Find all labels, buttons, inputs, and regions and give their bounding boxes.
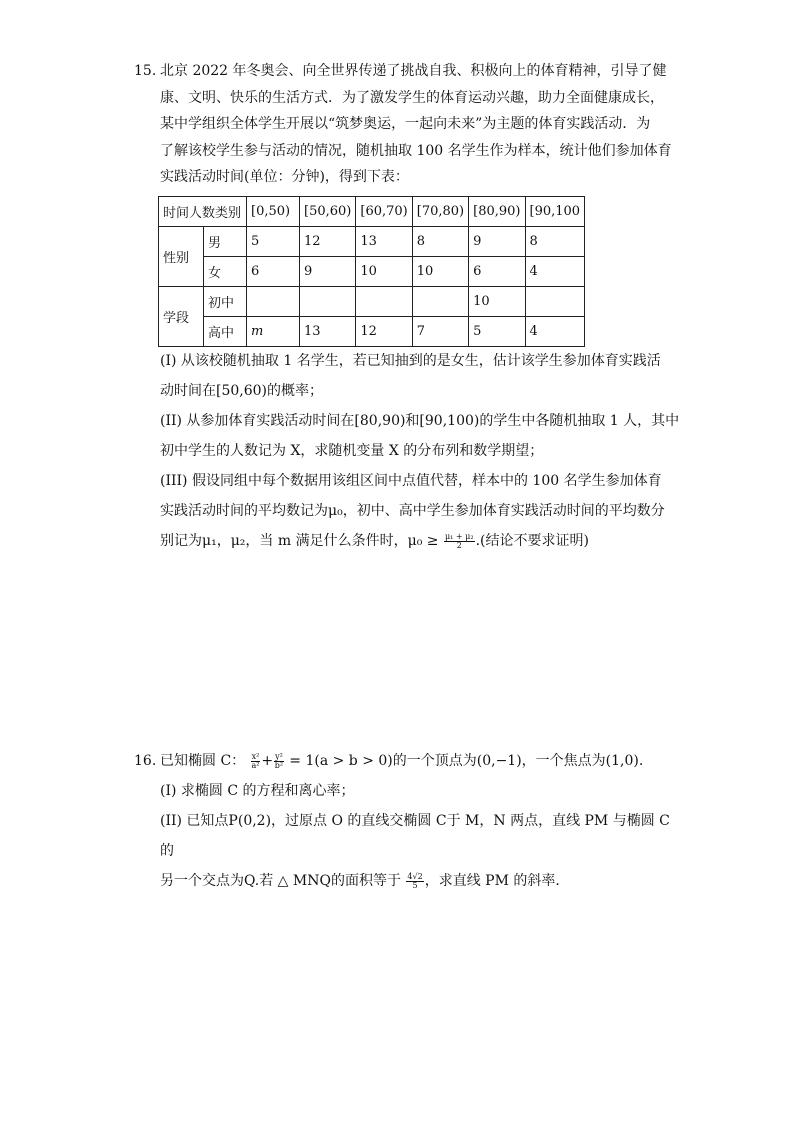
part-line: (I) 从该校随机抽取 1 名学生，若已知抽到的是女生，估计该学生参加体育实践活 <box>160 353 661 369</box>
stem-text: = 1(a > b > 0)的一个顶点为(0,−1)，一个焦点为(1,0). <box>284 753 644 769</box>
row-label: 女 <box>204 257 247 287</box>
table-row <box>159 317 585 347</box>
part-line: (II) 从参加体育实践活动时间在[80,90)和[90,100)的学生中各随机抽取 1 人，其中 <box>160 413 680 429</box>
question-number: 16. <box>134 753 157 769</box>
part-2 <box>160 406 680 466</box>
question-stem: 已知椭圆 C： $\frac{\text{x²}}{\text{a²}}$ + $\frac{\text{y²}}{\text{b²}}$ = 1(a > b > 0)的一个顶点为(0,−1)，一个焦点为(1,0). <box>160 751 644 770</box>
part-line: (III) 假设同组中每个数据用该组区间中点值代替，样本中的 100 名学生参加体育 <box>160 473 662 489</box>
question-15-parts <box>160 346 680 556</box>
table-cell: 12 <box>356 317 412 347</box>
table-cell: 12 <box>300 227 356 257</box>
table-cell: 13 <box>356 227 412 257</box>
column-header: [0,50) <box>247 197 300 227</box>
part-line: (I) 求椭圆 C 的方程和离心率； <box>160 783 355 799</box>
table-corner-cell: 时间人数类别 <box>159 197 247 227</box>
row-label: 初中 <box>204 287 247 317</box>
fraction-denominator: b² <box>274 760 284 770</box>
question-number: 15. <box>134 63 157 79</box>
ellipse-fraction-y <box>274 753 284 770</box>
table-cell <box>356 287 412 317</box>
part-line <box>160 526 680 556</box>
table-cell: 4 <box>525 257 585 287</box>
table-cell: 9 <box>469 227 525 257</box>
table-row <box>159 257 585 287</box>
part-1 <box>160 346 680 406</box>
table-cell <box>525 287 585 317</box>
mean-fraction <box>444 533 475 550</box>
activity-time-table <box>158 196 585 347</box>
intro-line: 实践活动时间(单位：分钟)，得到下表： <box>160 169 409 185</box>
part-line: 初中学生的人数记为 X，求随机变量 X 的分布列和数学期望； <box>160 443 544 459</box>
fraction-numerator: μ₁ + μ₂ <box>444 531 474 541</box>
table-header-row <box>159 197 585 227</box>
ellipse-fraction-x <box>251 753 261 770</box>
table-cell: m <box>247 317 300 347</box>
question-15 <box>136 58 676 191</box>
part-text: ，求直线 PM 的斜率． <box>424 873 570 889</box>
table-cell: 13 <box>300 317 356 347</box>
row-label: 男 <box>204 227 247 257</box>
table-cell: 8 <box>525 227 585 257</box>
group-label: 性别 <box>159 227 204 287</box>
fraction-numerator: y² <box>275 751 283 761</box>
column-header: [50,60) <box>300 197 356 227</box>
question-intro <box>160 58 676 191</box>
table-cell <box>300 287 356 317</box>
table-cell: 9 <box>300 257 356 287</box>
intro-line: 了解该校学生参与活动的情况，随机抽取 100 名学生作为样本，统计他们参加体育 <box>160 142 672 159</box>
row-label: 高中 <box>204 317 247 347</box>
table-cell: 6 <box>469 257 525 287</box>
table-cell: 5 <box>469 317 525 347</box>
column-header: [80,90) <box>469 197 525 227</box>
fraction-numerator: 4√2 <box>407 871 423 881</box>
part-line <box>160 866 676 896</box>
question-16 <box>136 746 676 896</box>
fraction-denominator: 5 <box>412 880 418 890</box>
table-cell: 7 <box>412 317 468 347</box>
table-row <box>159 227 585 257</box>
part-1 <box>160 776 676 806</box>
fraction-denominator: a² <box>251 760 260 770</box>
table-cell: 10 <box>356 257 412 287</box>
table-cell: 4 <box>525 317 585 347</box>
intro-line: 某中学组织全体学生开展以“筑梦奥运，一起向未来”为主题的体育实践活动．为 <box>160 116 651 132</box>
column-header: [90,100 <box>525 197 585 227</box>
part-text: 别记为μ₁，μ₂，当 m 满足什么条件时，μ₀ ≥ <box>160 533 439 549</box>
column-header: [70,80) <box>412 197 468 227</box>
stem-text: 已知椭圆 C： <box>160 753 246 769</box>
part-3 <box>160 466 680 556</box>
part-line: 动时间在[50,60)的概率； <box>160 383 324 399</box>
fraction-denominator: 2 <box>456 540 462 550</box>
intro-line: 康、文明、快乐的生活方式．为了激发学生的体育运动兴趣，助力全面健康成长， <box>160 89 664 106</box>
fraction-numerator: x² <box>251 751 260 761</box>
intro-line: 北京 2022 年冬奥会、向全世界传递了挑战自我、积极向上的体育精神，引导了健 <box>160 63 667 79</box>
table-cell: 8 <box>412 227 468 257</box>
part-line: 实践活动时间的平均数记为μ₀，初中、高中学生参加体育实践活动时间的平均数分 <box>160 503 665 519</box>
table-cell <box>247 287 300 317</box>
area-fraction <box>406 873 423 890</box>
part-text: .(结论不要求证明) <box>475 533 589 549</box>
part-2 <box>160 806 676 896</box>
table-cell <box>412 287 468 317</box>
table-cell: 5 <box>247 227 300 257</box>
column-header: [60,70) <box>356 197 412 227</box>
part-text: 另一个交点为Q.若 △ MNQ的面积等于 <box>160 873 401 889</box>
table-cell: 10 <box>469 287 525 317</box>
table-row <box>159 287 585 317</box>
table-cell: 10 <box>412 257 468 287</box>
part-line: (II) 已知点P(0,2)，过原点 O 的直线交椭圆 C于 M，N 两点，直线 PM 与椭圆 C 的 <box>160 813 670 859</box>
group-label: 学段 <box>159 287 204 347</box>
table-cell: 6 <box>247 257 300 287</box>
